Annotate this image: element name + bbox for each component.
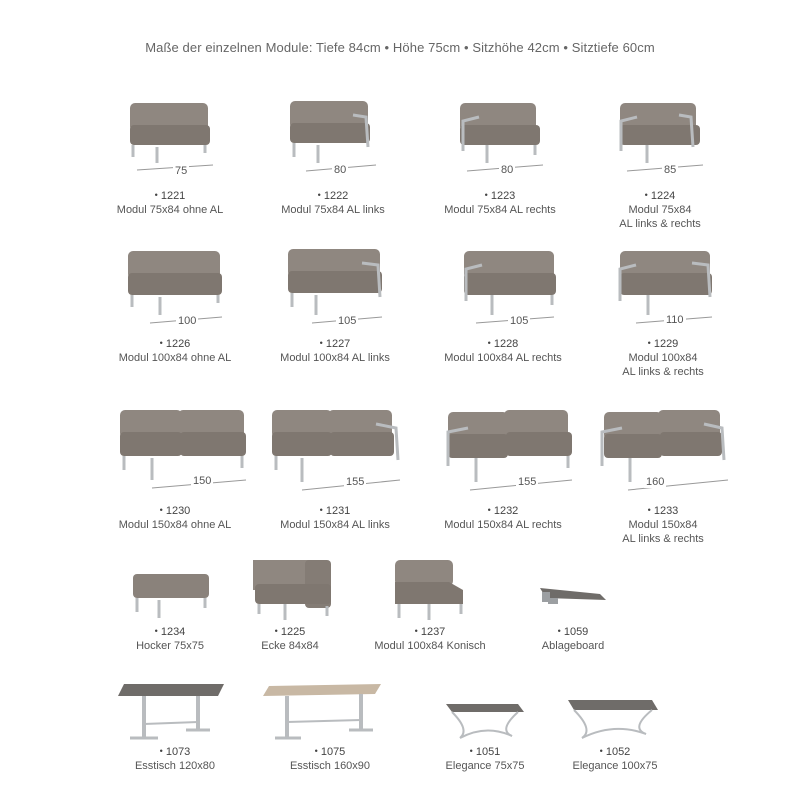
bullet: • — [159, 505, 163, 515]
product-label: Elegance 100x75 — [572, 760, 658, 772]
bullet: • — [159, 338, 163, 348]
product-1228 — [418, 243, 588, 365]
bullet: • — [154, 626, 158, 636]
sofa-module-image — [578, 410, 748, 505]
bullet: • — [484, 190, 488, 200]
bullet: • — [647, 505, 651, 515]
product-code: 1075 — [320, 746, 346, 758]
product-label: Modul 75x84 AL links — [281, 204, 385, 216]
product-label: Modul 75x84 AL rechts — [444, 204, 556, 216]
product-label: Elegance 75x75 — [445, 760, 525, 772]
sofa-module-image — [415, 95, 585, 190]
product-label: Modul 100x84 Konisch — [374, 640, 486, 652]
product-code: 1228 — [493, 338, 519, 350]
bullet: • — [647, 338, 651, 348]
product-code: 1237 — [420, 626, 446, 638]
bullet: • — [317, 190, 321, 200]
product-code: 1225 — [280, 626, 306, 638]
product-label: Esstisch 160x90 — [289, 760, 371, 772]
product-1052 — [530, 680, 700, 790]
product-label: Modul 150x84 — [628, 519, 698, 531]
product-label: Hocker 75x75 — [136, 640, 204, 652]
product-label: Modul 150x84 AL links — [280, 519, 390, 531]
product-code: 1059 — [563, 626, 589, 638]
width-dimension: 80 — [501, 164, 514, 176]
width-dimension: 85 — [664, 164, 677, 176]
product-1073 — [90, 680, 260, 790]
coffee-table-image — [530, 680, 700, 746]
sofa-module-image — [90, 410, 260, 505]
product-code: 1073 — [165, 746, 191, 758]
product-code: 1222 — [323, 190, 349, 202]
width-dimension: 155 — [346, 476, 365, 488]
sofa-module-image — [90, 243, 260, 338]
product-1229 — [578, 243, 748, 379]
product-code: 1229 — [653, 338, 679, 350]
sofa-module-image — [575, 95, 745, 190]
product-code: 1051 — [475, 746, 501, 758]
sofa-module-image — [248, 95, 418, 190]
bullet: • — [644, 190, 648, 200]
product-code: 1052 — [605, 746, 631, 758]
product-1221 — [85, 95, 255, 217]
width-dimension: 105 — [510, 315, 529, 327]
product-label-line2: AL links & rechts — [622, 533, 704, 545]
bullet: • — [314, 746, 318, 756]
product-label: Modul 100x84 AL links — [280, 352, 390, 364]
product-label: Modul 150x84 ohne AL — [118, 519, 232, 531]
product-label: Ablageboard — [541, 640, 605, 652]
sofa-module-image — [250, 243, 420, 338]
bullet: • — [154, 190, 158, 200]
product-1231 — [250, 410, 420, 532]
bullet: • — [557, 626, 561, 636]
product-code: 1224 — [650, 190, 676, 202]
product-code: 1226 — [165, 338, 191, 350]
width-dimension: 150 — [193, 475, 212, 487]
product-label: Modul 100x84 AL rechts — [444, 352, 562, 364]
product-code: 1232 — [493, 505, 519, 517]
product-code: 1221 — [160, 190, 186, 202]
product-1230 — [90, 410, 260, 532]
product-1227 — [250, 243, 420, 365]
product-1059 — [488, 560, 658, 660]
side-board-image — [488, 560, 658, 626]
product-code: 1227 — [325, 338, 351, 350]
dining-table-image — [90, 680, 260, 746]
bullet: • — [487, 505, 491, 515]
bullet: • — [274, 626, 278, 636]
width-dimension: 155 — [518, 476, 537, 488]
width-dimension: 75 — [175, 165, 188, 177]
bullet: • — [599, 746, 603, 756]
width-dimension: 160 — [646, 476, 665, 488]
product-1223 — [415, 95, 585, 217]
product-label-line2: AL links & rechts — [619, 218, 701, 230]
bullet: • — [469, 746, 473, 756]
bullet: • — [319, 505, 323, 515]
bullet: • — [414, 626, 418, 636]
product-code: 1234 — [160, 626, 186, 638]
bullet: • — [159, 746, 163, 756]
sofa-module-image — [85, 95, 255, 190]
product-1222 — [248, 95, 418, 217]
sofa-module-image — [578, 243, 748, 338]
sofa-module-image — [418, 410, 588, 505]
width-dimension: 80 — [334, 164, 347, 176]
width-dimension: 100 — [178, 315, 197, 327]
product-code: 1233 — [653, 505, 679, 517]
width-dimension: 110 — [666, 314, 684, 326]
product-1226 — [90, 243, 260, 365]
bullet: • — [487, 338, 491, 348]
product-label: Modul 75x84 ohne AL — [116, 204, 224, 216]
sofa-module-image — [250, 410, 420, 505]
product-1075 — [245, 680, 415, 790]
product-1233 — [578, 410, 748, 546]
product-code: 1230 — [165, 505, 191, 517]
bullet: • — [319, 338, 323, 348]
product-1232 — [418, 410, 588, 532]
product-label: Modul 100x84 — [628, 352, 698, 364]
product-1224 — [575, 95, 745, 231]
width-dimension: 105 — [338, 315, 357, 327]
product-label: Esstisch 120x80 — [134, 760, 216, 772]
sofa-module-image — [418, 243, 588, 338]
product-label-line2: AL links & rechts — [622, 366, 704, 378]
product-code: 1223 — [490, 190, 516, 202]
product-label: Modul 75x84 — [628, 204, 692, 216]
product-code: 1231 — [325, 505, 351, 517]
product-label: Ecke 84x84 — [261, 640, 319, 652]
page-title: Maße der einzelnen Module: Tiefe 84cm • Höhe 75cm • Sitzhöhe 42cm • Sitztiefe 60cm — [145, 40, 655, 55]
product-label: Modul 100x84 ohne AL — [118, 352, 232, 364]
product-label: Modul 150x84 AL rechts — [444, 519, 562, 531]
dining-table-image — [245, 680, 415, 746]
